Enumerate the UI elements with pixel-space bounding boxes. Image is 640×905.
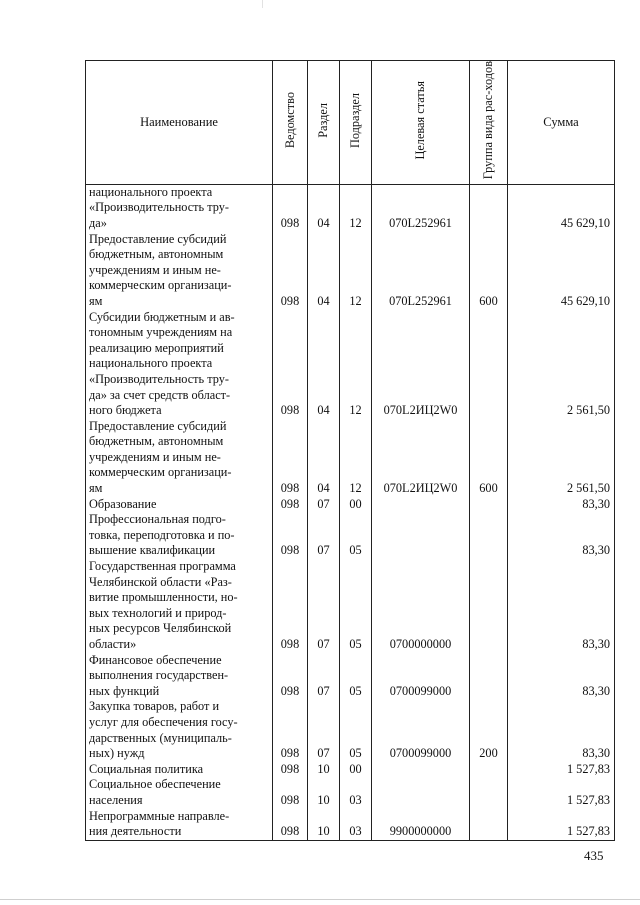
row-name — [86, 699, 273, 761]
table-row — [86, 762, 615, 778]
row-podrazdel: 00 — [340, 762, 372, 778]
row-name — [86, 184, 273, 231]
row-name-line: учреждениям и иным не- — [89, 262, 221, 277]
row-name-line: да» — [89, 215, 107, 230]
row-name-line: бюджетным, автономным — [89, 247, 224, 262]
row-podrazdel: 05 — [340, 559, 372, 653]
row-summa: 45 629,10 — [508, 232, 615, 310]
row-razdel: 07 — [308, 512, 340, 559]
row-summa: 1 527,83 — [508, 809, 615, 841]
row-vedomstvo: 098 — [273, 310, 308, 419]
row-name-line: Закупка товаров, работ и — [89, 699, 220, 714]
row-celevaya-statya: 0700099000 — [372, 699, 470, 761]
row-celevaya-statya — [372, 512, 470, 559]
row-summa: 83,30 — [508, 699, 615, 761]
row-celevaya-statya: 070L252961 — [372, 232, 470, 310]
row-celevaya-statya: 070L2ИЦ2W0 — [372, 419, 470, 497]
row-name-line: ного бюджета — [89, 403, 162, 418]
row-name-line: вышение квалификации — [89, 543, 216, 558]
row-gruppa — [470, 653, 508, 700]
row-gruppa — [470, 777, 508, 808]
row-gruppa — [470, 762, 508, 778]
row-summa: 83,30 — [508, 559, 615, 653]
row-vedomstvo: 098 — [273, 699, 308, 761]
row-celevaya-statya: 070L2ИЦ2W0 — [372, 310, 470, 419]
row-name-line: да» за счет средств област- — [89, 387, 231, 402]
row-name-line: ния деятельности — [89, 824, 182, 839]
row-gruppa — [470, 512, 508, 559]
row-name-line: Предоставление субсидий — [89, 231, 227, 246]
row-razdel: 04 — [308, 232, 340, 310]
row-name-line: «Производительность тру- — [89, 200, 229, 215]
row-celevaya-statya: 0700099000 — [372, 653, 470, 700]
row-name-line: области» — [89, 637, 137, 651]
row-name-line: реализацию мероприятий — [89, 340, 224, 355]
scan-mark — [262, 0, 263, 8]
row-name-line: Профессиональная подго- — [89, 512, 226, 527]
row-name-line: бюджетным, автономным — [89, 434, 224, 449]
row-podrazdel: 12 — [340, 419, 372, 497]
row-name-line: Непрограммные направле- — [89, 808, 230, 823]
table-row — [86, 809, 615, 841]
row-celevaya-statya: 0700000000 — [372, 559, 470, 653]
row-name — [86, 809, 273, 841]
row-gruppa — [470, 809, 508, 841]
table-row — [86, 699, 615, 761]
row-razdel: 04 — [308, 184, 340, 231]
row-name-line: Челябинской области «Раз- — [89, 574, 232, 589]
row-name — [86, 512, 273, 559]
row-name — [86, 559, 273, 653]
row-name — [86, 232, 273, 310]
header-celevaya-statya: Целевая статья — [372, 61, 470, 185]
row-summa: 1 527,83 — [508, 777, 615, 808]
row-summa: 2 561,50 — [508, 419, 615, 497]
budget-table — [85, 60, 615, 841]
row-name — [86, 653, 273, 700]
row-name-line: ям — [89, 293, 103, 308]
row-podrazdel: 05 — [340, 699, 372, 761]
header-vedomstvo: Ведомство — [273, 61, 308, 185]
row-name-line: товка, переподготовка и по- — [89, 527, 235, 542]
row-vedomstvo: 098 — [273, 184, 308, 231]
page-number: 435 — [584, 848, 604, 863]
row-name-line: Образование — [89, 496, 157, 511]
row-celevaya-statya: 9900000000 — [372, 809, 470, 841]
row-razdel: 10 — [308, 777, 340, 808]
row-gruppa: 200 — [470, 699, 508, 761]
row-name-line: вых технологий и природ- — [89, 605, 227, 620]
row-gruppa — [470, 310, 508, 419]
row-name-line: услуг для обеспечения госу- — [89, 714, 238, 729]
row-name — [86, 777, 273, 808]
table-body — [86, 184, 615, 840]
row-razdel: 07 — [308, 653, 340, 700]
row-gruppa — [470, 184, 508, 231]
row-name-line: Субсидии бюджетным и ав- — [89, 309, 235, 324]
row-vedomstvo: 098 — [273, 512, 308, 559]
row-name-line: «Производительность тру- — [89, 371, 229, 386]
row-name-line: ям — [89, 481, 103, 496]
row-name-line: национального проекта — [89, 184, 213, 199]
row-name-line: выполнения государствен- — [89, 668, 229, 683]
row-name-line: Предоставление субсидий — [89, 418, 227, 433]
row-gruppa — [470, 559, 508, 653]
row-podrazdel: 12 — [340, 310, 372, 419]
row-podrazdel: 05 — [340, 512, 372, 559]
table-row — [86, 777, 615, 808]
header-podrazdel: Подраздел — [340, 61, 372, 185]
row-name-line: тономным учреждениям на — [89, 325, 233, 340]
table-row — [86, 512, 615, 559]
row-name-line: дарственных (муниципаль- — [89, 730, 232, 745]
page-bottom-edge — [0, 899, 640, 900]
row-gruppa — [470, 497, 508, 513]
row-name-line: учреждениям и иным не- — [89, 449, 221, 464]
row-podrazdel: 12 — [340, 184, 372, 231]
row-summa: 83,30 — [508, 512, 615, 559]
row-gruppa: 600 — [470, 419, 508, 497]
header-gruppa-vida-rashodov: Группа вида рас-ходов — [470, 61, 508, 185]
row-name — [86, 419, 273, 497]
row-name-line: витие промышленности, но- — [89, 590, 238, 605]
table-row — [86, 559, 615, 653]
row-summa: 2 561,50 — [508, 310, 615, 419]
row-vedomstvo: 098 — [273, 777, 308, 808]
row-celevaya-statya — [372, 777, 470, 808]
row-name-line: национального проекта — [89, 356, 213, 371]
row-podrazdel: 03 — [340, 777, 372, 808]
row-name-line: коммерческим организаци- — [89, 278, 232, 293]
row-razdel: 04 — [308, 310, 340, 419]
row-summa: 45 629,10 — [508, 184, 615, 231]
row-vedomstvo: 098 — [273, 809, 308, 841]
row-vedomstvo: 098 — [273, 419, 308, 497]
row-name — [86, 762, 273, 778]
row-name-line: Социальное обеспечение — [89, 777, 221, 792]
table-row — [86, 497, 615, 513]
row-name-line: Государственная программа — [89, 559, 236, 574]
table-row — [86, 419, 615, 497]
row-name-line: ных функций — [89, 683, 160, 698]
row-vedomstvo: 098 — [273, 232, 308, 310]
row-razdel: 04 — [308, 419, 340, 497]
row-podrazdel: 05 — [340, 653, 372, 700]
row-name — [86, 310, 273, 419]
row-name-line: Социальная политика — [89, 761, 204, 776]
row-gruppa: 600 — [470, 232, 508, 310]
row-name-line: коммерческим организаци- — [89, 465, 232, 480]
row-vedomstvo: 098 — [273, 653, 308, 700]
row-vedomstvo: 098 — [273, 559, 308, 653]
row-vedomstvo: 098 — [273, 497, 308, 513]
row-razdel: 07 — [308, 559, 340, 653]
row-celevaya-statya: 070L252961 — [372, 184, 470, 231]
row-vedomstvo: 098 — [273, 762, 308, 778]
row-razdel: 07 — [308, 699, 340, 761]
table-row — [86, 310, 615, 419]
row-name-line: ных) нужд — [89, 746, 145, 761]
row-podrazdel: 00 — [340, 497, 372, 513]
row-summa: 83,30 — [508, 497, 615, 513]
row-celevaya-statya — [372, 497, 470, 513]
table-row — [86, 232, 615, 310]
header-razdel: Раздел — [308, 61, 340, 185]
table-header-row — [86, 61, 615, 185]
row-name-line: Финансовое обеспечение — [89, 652, 222, 667]
table-row — [86, 184, 615, 231]
row-celevaya-statya — [372, 762, 470, 778]
row-name-line: населения — [89, 792, 143, 807]
row-razdel: 07 — [308, 497, 340, 513]
table-row — [86, 653, 615, 700]
row-razdel: 10 — [308, 762, 340, 778]
row-name-line: ных ресурсов Челябинской — [89, 621, 232, 636]
row-podrazdel: 12 — [340, 232, 372, 310]
row-name — [86, 497, 273, 513]
row-summa: 83,30 — [508, 653, 615, 700]
row-summa: 1 527,83 — [508, 762, 615, 778]
header-name: Наименование — [86, 61, 273, 185]
header-summa: Сумма — [508, 61, 615, 185]
row-razdel: 10 — [308, 809, 340, 841]
row-podrazdel: 03 — [340, 809, 372, 841]
